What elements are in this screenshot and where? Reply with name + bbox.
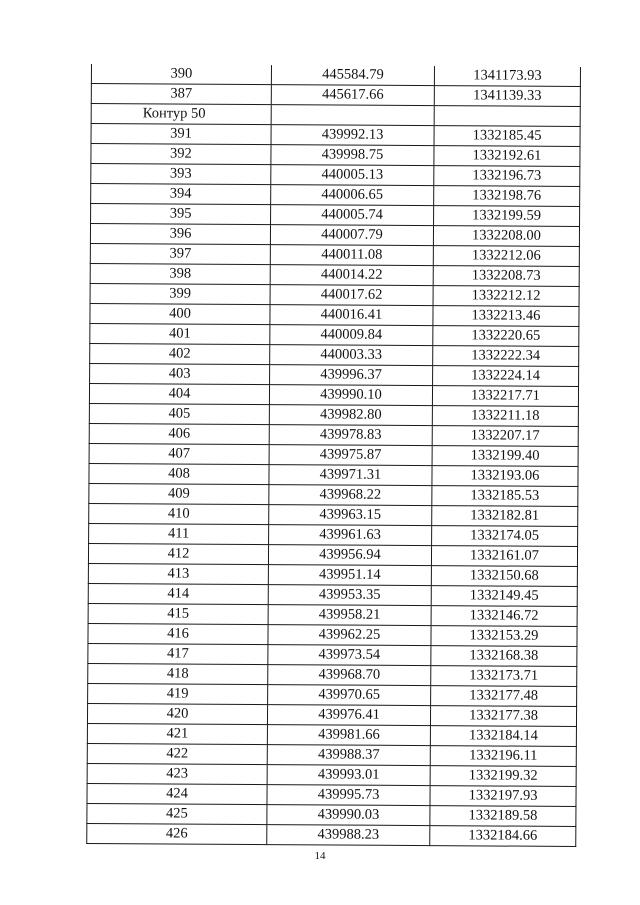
y-coordinate-cell: 1332208.73	[433, 266, 579, 287]
y-coordinate-cell: 1332196.73	[434, 166, 580, 187]
x-coordinate-cell: 439981.66	[267, 725, 430, 746]
y-coordinate-cell: 1332220.65	[433, 326, 579, 347]
x-coordinate-cell: 439961.63	[269, 525, 432, 546]
x-coordinate-cell: 440014.22	[270, 265, 433, 286]
y-coordinate-cell: 1332192.61	[434, 146, 580, 167]
point-number-cell: 402	[90, 343, 270, 364]
point-number-cell: 424	[87, 783, 267, 804]
y-coordinate-cell: 1332184.14	[430, 726, 576, 747]
x-coordinate-cell: 439982.80	[269, 405, 432, 426]
x-coordinate-cell: 439968.70	[268, 665, 431, 686]
x-coordinate-cell: 439988.23	[267, 825, 430, 846]
y-coordinate-cell: 1332168.38	[431, 646, 577, 667]
y-coordinate-cell: 1332199.40	[432, 446, 578, 467]
point-number-cell: 399	[90, 283, 270, 304]
page-number: 14	[314, 850, 326, 862]
x-coordinate-cell: 439953.35	[268, 585, 431, 606]
point-number-cell: 395	[91, 204, 271, 225]
point-number-cell: 421	[87, 723, 267, 744]
point-number-cell: 404	[89, 383, 269, 404]
y-coordinate-cell: 1332211.18	[432, 406, 578, 427]
y-coordinate-cell: 1332153.29	[431, 626, 577, 647]
y-coordinate-cell: 1341139.33	[434, 86, 580, 107]
point-number-cell: 387	[91, 84, 271, 105]
y-coordinate-cell: 1332212.06	[433, 246, 579, 267]
y-coordinate-cell: 1332193.06	[432, 466, 578, 487]
y-coordinate-cell: 1332149.45	[431, 586, 577, 607]
point-number-cell: 397	[90, 243, 270, 264]
empty-cell	[271, 105, 434, 126]
x-coordinate-cell: 439975.87	[269, 445, 432, 466]
y-coordinate-cell: 1332182.81	[432, 506, 578, 527]
y-coordinate-cell: 1332198.76	[434, 186, 580, 207]
point-number-cell: 391	[91, 124, 271, 145]
y-coordinate-cell: 1332197.93	[430, 786, 576, 807]
point-number-cell: 400	[90, 303, 270, 324]
x-coordinate-cell: 440003.33	[270, 345, 433, 366]
y-coordinate-cell: 1332189.58	[430, 806, 576, 827]
point-number-cell: 418	[88, 663, 268, 684]
point-number-cell: 392	[91, 144, 271, 165]
x-coordinate-cell: 439968.22	[269, 485, 432, 506]
x-coordinate-cell: 439995.73	[267, 785, 430, 806]
x-coordinate-cell: 439970.65	[268, 685, 431, 706]
y-coordinate-cell: 1332207.17	[432, 426, 578, 447]
y-coordinate-cell: 1332146.72	[431, 606, 577, 627]
y-coordinate-cell: 1341173.93	[434, 66, 580, 86]
point-number-cell: 423	[87, 763, 267, 784]
x-coordinate-cell: 440006.65	[271, 185, 434, 206]
x-coordinate-cell: 439990.03	[267, 805, 430, 826]
x-coordinate-cell: 439951.14	[268, 565, 431, 586]
y-coordinate-cell: 1332177.48	[431, 686, 577, 707]
point-number-cell: 394	[91, 184, 271, 205]
point-number-cell: 408	[89, 463, 269, 484]
point-number-cell: 405	[89, 403, 269, 424]
coordinates-table	[86, 64, 581, 847]
x-coordinate-cell: 439973.54	[268, 645, 431, 666]
point-number-cell: 416	[88, 623, 268, 644]
point-number-cell: 398	[90, 263, 270, 284]
x-coordinate-cell: 439976.41	[267, 705, 430, 726]
table-row	[87, 823, 576, 846]
x-coordinate-cell: 439971.31	[269, 465, 432, 486]
y-coordinate-cell: 1332222.34	[433, 346, 579, 367]
x-coordinate-cell: 439962.25	[268, 625, 431, 646]
x-coordinate-cell: 439958.21	[268, 605, 431, 626]
y-coordinate-cell: 1332199.32	[430, 766, 576, 787]
x-coordinate-cell: 440009.84	[270, 325, 433, 346]
x-coordinate-cell: 445584.79	[271, 65, 434, 85]
point-number-cell: 411	[89, 523, 269, 544]
y-coordinate-cell: 1332196.11	[430, 746, 576, 767]
x-coordinate-cell: 439996.37	[270, 365, 433, 386]
y-coordinate-cell: 1332184.66	[430, 826, 576, 847]
y-coordinate-cell: 1332174.05	[432, 526, 578, 547]
y-coordinate-cell: 1332177.38	[430, 706, 576, 727]
point-number-cell: 415	[88, 603, 268, 624]
x-coordinate-cell: 439993.01	[267, 765, 430, 786]
section-row	[91, 104, 580, 127]
point-number-cell: 420	[87, 703, 267, 724]
point-number-cell: 417	[88, 643, 268, 664]
x-coordinate-cell: 439956.94	[268, 545, 431, 566]
x-coordinate-cell: 440011.08	[270, 245, 433, 266]
x-coordinate-cell: 440005.74	[271, 205, 434, 226]
y-coordinate-cell: 1332208.00	[433, 226, 579, 247]
section-label: Контур 50	[91, 104, 271, 125]
x-coordinate-cell: 439978.83	[269, 425, 432, 446]
y-coordinate-cell: 1332150.68	[431, 566, 577, 587]
x-coordinate-cell: 440007.79	[270, 225, 433, 246]
point-number-cell: 407	[89, 443, 269, 464]
coordinates-table-body	[87, 64, 581, 846]
y-coordinate-cell: 1332173.71	[431, 666, 577, 687]
x-coordinate-cell: 439963.15	[269, 505, 432, 526]
point-number-cell: 410	[89, 503, 269, 524]
point-number-cell: 412	[88, 543, 268, 564]
point-number-cell: 409	[89, 483, 269, 504]
point-number-cell: 413	[88, 563, 268, 584]
y-coordinate-cell: 1332199.59	[434, 206, 580, 227]
x-coordinate-cell: 440017.62	[270, 285, 433, 306]
point-number-cell: 422	[87, 743, 267, 764]
point-number-cell: 406	[89, 423, 269, 444]
y-coordinate-cell: 1332217.71	[432, 386, 578, 407]
y-coordinate-cell: 1332161.07	[431, 546, 577, 567]
x-coordinate-cell: 439992.13	[271, 125, 434, 146]
point-number-cell: 390	[91, 64, 271, 85]
point-number-cell: 401	[90, 323, 270, 344]
point-number-cell: 419	[88, 683, 268, 704]
point-number-cell: 396	[90, 224, 270, 245]
point-number-cell: 403	[90, 363, 270, 384]
x-coordinate-cell: 439990.10	[269, 385, 432, 406]
point-number-cell: 414	[88, 583, 268, 604]
y-coordinate-cell: 1332212.12	[433, 286, 579, 307]
x-coordinate-cell: 439988.37	[267, 745, 430, 766]
point-number-cell: 426	[87, 823, 267, 844]
x-coordinate-cell: 440016.41	[270, 305, 433, 326]
x-coordinate-cell: 445617.66	[271, 85, 434, 106]
point-number-cell: 425	[87, 803, 267, 824]
x-coordinate-cell: 440005.13	[271, 165, 434, 186]
x-coordinate-cell: 439998.75	[271, 145, 434, 166]
y-coordinate-cell: 1332224.14	[433, 366, 579, 387]
y-coordinate-cell: 1332213.46	[433, 306, 579, 327]
point-number-cell: 393	[91, 164, 271, 185]
y-coordinate-cell: 1332185.45	[434, 126, 580, 147]
empty-cell	[434, 106, 580, 127]
y-coordinate-cell: 1332185.53	[432, 486, 578, 507]
